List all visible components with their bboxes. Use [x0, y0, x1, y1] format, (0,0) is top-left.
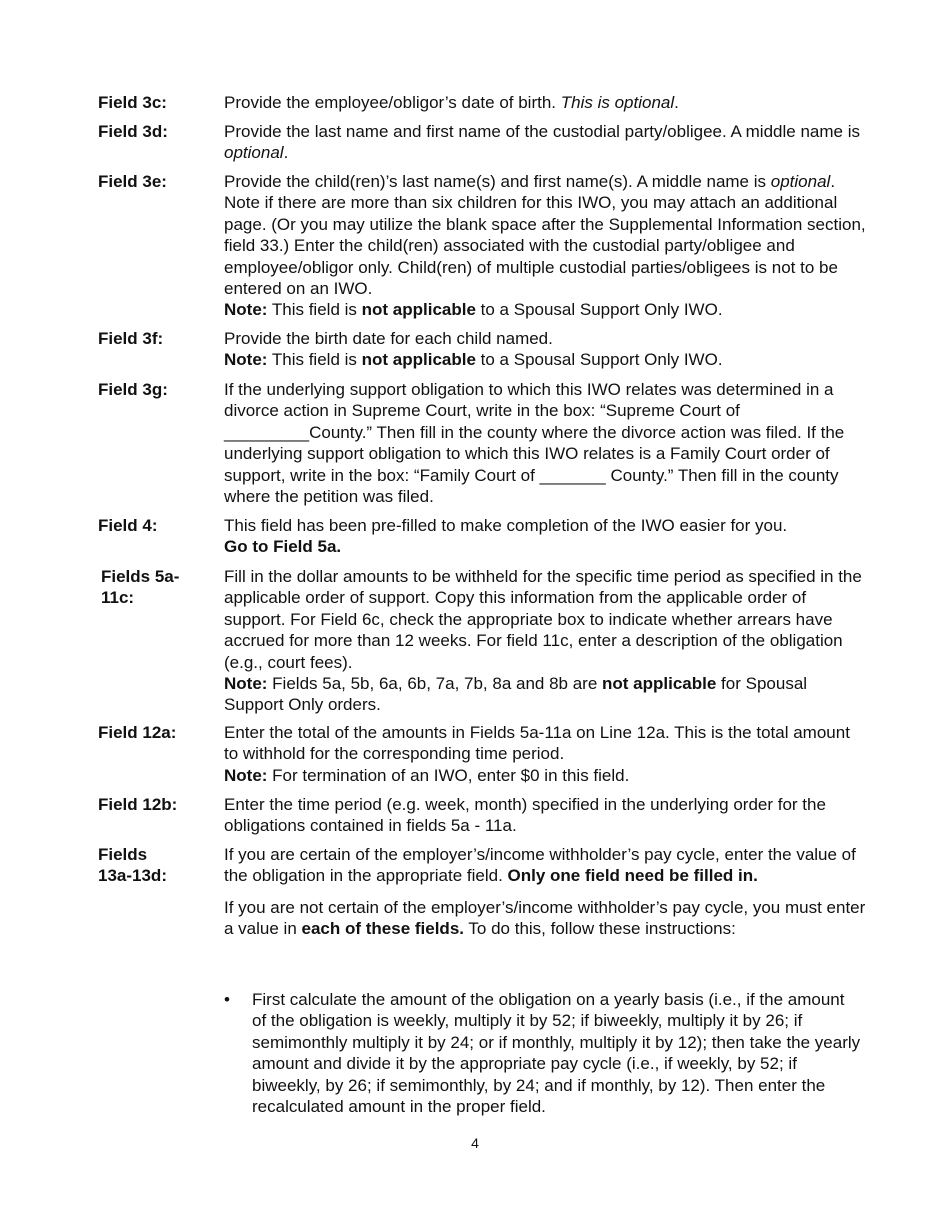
- field-description: [224, 328, 868, 371]
- field-paragraph: [224, 121, 868, 164]
- field-label: Field 3g:: [98, 380, 168, 399]
- field-paragraph: [224, 844, 868, 887]
- field-description: [224, 722, 868, 786]
- text-run: Fields 5a, 5b, 6a, 6b, 7a, 7b, 8a and 8b are: [267, 674, 603, 694]
- field-paragraph: [224, 566, 868, 673]
- emphasis-bold: Note:: [224, 350, 268, 370]
- field-note: [224, 299, 868, 320]
- emphasis-bold: Go to Field 5a.: [224, 537, 342, 557]
- text-run: If you are certain of the employer’s/income withholder’s pay cycle, enter the value of the obligation in the appropriate field.: [224, 845, 856, 886]
- emphasis-italic: optional: [770, 172, 831, 191]
- field-paragraph: [224, 722, 868, 765]
- emphasis-bold: each of these fields.: [301, 919, 464, 939]
- emphasis-italic: optional: [224, 143, 284, 163]
- text-run: Provide the birth date for each child named.: [224, 329, 553, 348]
- text-run: This field is: [267, 300, 362, 320]
- text-run: to a Spousal Support Only IWO.: [475, 350, 723, 370]
- emphasis-bold: not applicable: [602, 674, 717, 694]
- text-run: Provide the child(ren)’s last name(s) and first name(s). A middle name is: [224, 172, 771, 191]
- text-run: This field is: [267, 350, 362, 370]
- emphasis-bold: Only one field need be filled in.: [507, 866, 758, 886]
- field-label: Field 12b:: [98, 795, 178, 814]
- field-label: Field 3f:: [98, 329, 164, 348]
- field-paragraph: [224, 92, 868, 113]
- field-description: [224, 844, 868, 940]
- field-note: [224, 765, 868, 786]
- field-description: [224, 794, 868, 837]
- field-paragraph: [224, 515, 868, 536]
- text-run: Provide the employee/obligor’s date of birth.: [224, 93, 561, 112]
- text-run: .: [283, 143, 289, 163]
- emphasis-bold: not applicable: [361, 300, 476, 320]
- field-label: Field 3c:: [98, 93, 167, 112]
- text-run: Enter the total of the amounts in Fields 5a-11a on Line 12a. This is the total amount to withhold for the corresponding time period.: [224, 723, 850, 764]
- text-run: For termination of an IWO, enter $0 in this field.: [267, 765, 630, 785]
- field-label: Field 4:: [98, 516, 158, 535]
- field-description: [224, 121, 868, 164]
- field-paragraph: [224, 379, 868, 507]
- emphasis-italic: This is optional: [560, 93, 675, 112]
- field-label: Field 12a:: [98, 723, 177, 742]
- text-run: Enter the time period (e.g. week, month) specified in the underlying order for the obligations contained in fields 5a - 11a.: [224, 795, 826, 836]
- emphasis-bold: Note:: [224, 300, 268, 320]
- field-label: Field 3d:: [98, 122, 168, 141]
- field-paragraph: [224, 897, 868, 940]
- text-run: This field has been pre-filled to make completion of the IWO easier for you.: [224, 516, 788, 535]
- text-run: . Note if there are more than six children for this IWO, you may attach an additional page. (Or you may utilize the blank space after the Supplemental Information section, field 33.) Enter the child(ren) associated with the custodial party/obligee and employee/obligor only. Child(ren) of multiple custodial parties/obligees is not to be entered on an IWO.: [224, 172, 866, 299]
- field-paragraph: [224, 536, 868, 557]
- text-run: To do this, follow these instructions:: [464, 919, 736, 939]
- field-description: [224, 92, 868, 113]
- field-description: [224, 171, 868, 321]
- field-label: Field 3e:: [98, 172, 167, 191]
- emphasis-bold: Note:: [224, 765, 268, 785]
- field-paragraph: [224, 328, 868, 349]
- text-run: to a Spousal Support Only IWO.: [475, 300, 723, 320]
- text-run: Fill in the dollar amounts to be withheld for the specific time period as specified in the applicable order of support. Copy this information from the applicable order of support. For Field 6c, check the appropriate box to indicate whether arrears have accrued for more than 12 weeks. For field 11c, enter a description of the obligation (e.g., court fees).: [224, 567, 862, 672]
- text-run: Provide the last name and first name of the custodial party/obligee. A middle name is: [224, 122, 860, 141]
- text-run: If the underlying support obligation to which this IWO relates was determined in a divorce action in Supreme Court, write in the box: “Supreme Court of _________County.” Then fill in the county where the divorce action was filed. If the underlying support obligation to which this IWO relates is a Family Court order of support, write in the box: “Family Court of _______ County.” Then fill in the county where the petition was filed.: [224, 380, 845, 507]
- field-description: [224, 566, 868, 716]
- bullet-text: First calculate the amount of the obligation on a yearly basis (i.e., if the amount of the obligation is weekly, multiply it by 52; if biweekly, multiply it by 26; if semimonthly multiply it by 24; or if monthly, multiply it by 12); then take the yearly amount and divide it by the appropriate pay cycle (i.e., if weekly, by 52; if biweekly, by 26; if semimonthly, by 24; and if monthly, by 12). Then enter the recalculated amount in the proper field.: [252, 990, 861, 1117]
- text-run: .: [674, 93, 679, 112]
- field-note: [224, 673, 868, 716]
- text-run: If you are not certain of the employer’s/income withholder’s pay cycle, you must enter a value in: [224, 897, 866, 939]
- text-run: for Spousal Support Only orders.: [224, 674, 808, 715]
- field-note: [224, 349, 868, 370]
- field-label: Fields 5a-11c:: [101, 567, 180, 608]
- bullet-icon: •: [224, 990, 230, 1009]
- field-paragraph: [224, 794, 868, 837]
- page-number: 4: [471, 1135, 479, 1151]
- emphasis-bold: Note:: [224, 674, 268, 694]
- field-paragraph: [224, 171, 868, 299]
- field-label: Fields 13a-13d:: [98, 845, 167, 886]
- field-description: [224, 515, 868, 558]
- emphasis-bold: not applicable: [361, 350, 476, 370]
- field-description: [224, 379, 868, 507]
